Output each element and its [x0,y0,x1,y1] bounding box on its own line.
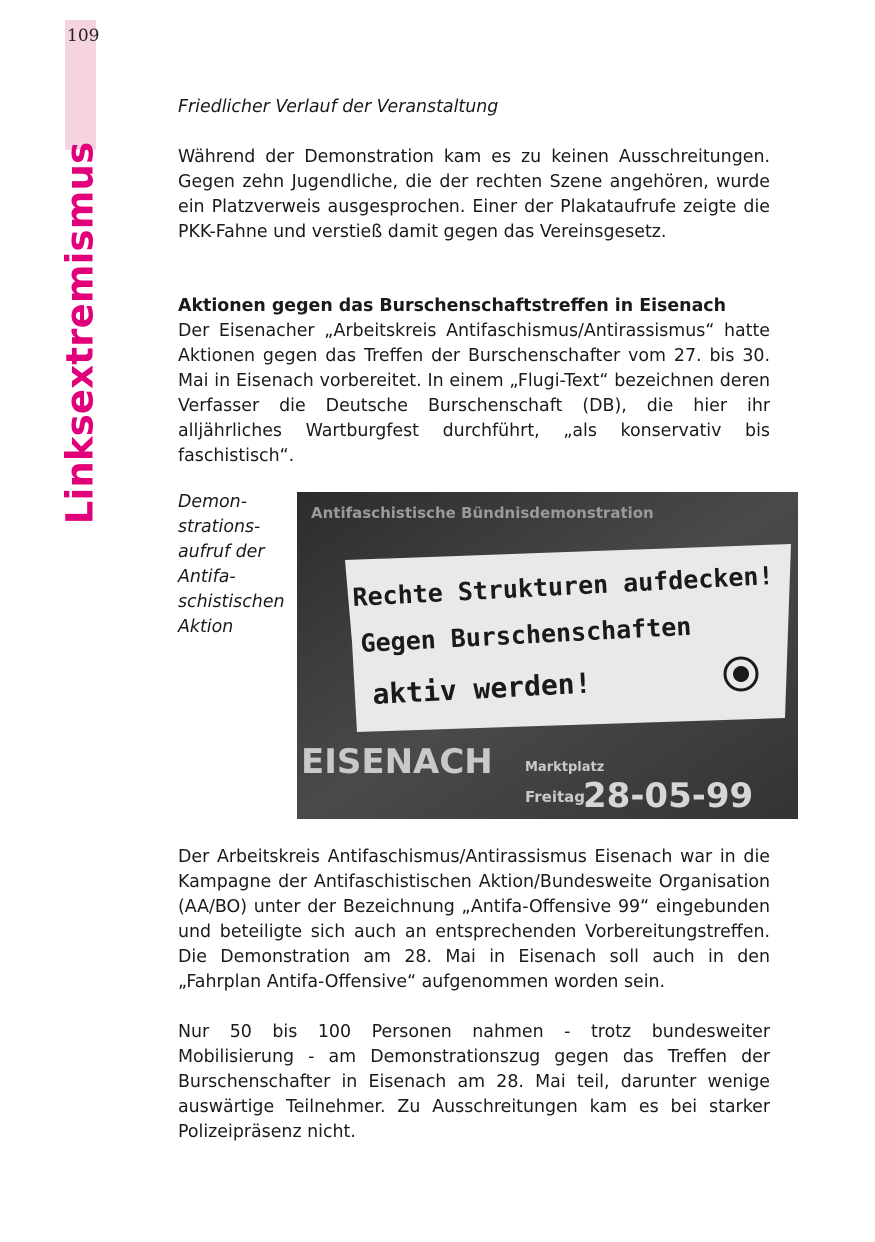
poster-image [297,492,798,819]
caption-line: Antifa- [178,567,236,587]
caption-line: aufruf der [178,542,265,562]
caption-line: strations- [178,517,261,537]
caption-line: Aktion [178,617,234,637]
figure-caption [178,490,288,640]
poster-line-2: Gegen Burschenschaften [359,611,693,658]
poster-place: Marktplatz [525,760,605,775]
subtitle: Friedlicher Verlauf der Veranstaltung [178,97,499,117]
main-content [178,95,770,469]
section-heading: Aktionen gegen das Burschenschaftstreffen in Eisenach [178,296,726,316]
paragraph-3: Der Arbeitskreis Antifaschismus/Antirassismus Eisenach war in die Kampagne der Antifaschistischen Aktion/Bundesweite Organisation (AA/BO) unter der Bezeichnung „Antifa-Offensive 99“ eingebunden und beteiligte sich auch an entsprechenden Vorbereitungstreffen. Die Demonstration am 28. Mai in Eisenach soll auch in den „Fahrplan Antifa-Offensive“ aufgenommen worden sein. [178,847,770,992]
paragraph-4: Nur 50 bis 100 Personen nahmen - trotz bundesweiter Mobilisierung - am Demonstrationszug gegen das Treffen der Burschenschafter in Eisenach am 28. Mai teil, darunter wenige auswärtige Teilnehmer. Zu Ausschreitungen kam es bei starker Polizeipräsenz nicht. [178,1022,770,1142]
poster-top-banner: Antifaschistische Bündnisdemonstration [311,504,654,522]
paragraph-1: Während der Demonstration kam es zu keinen Ausschreitungen. Gegen zehn Jugendliche, die der rechten Szene angehören, wurde ein Platzverweis ausgesprochen. Einer der Plakataufrufe zeigte die PKK-Fahne und verstieß damit gegen das Vereinsgesetz. [178,147,770,242]
section-label: Linksextremismus [58,141,102,525]
paragraph-2: Der Eisenacher „Arbeitskreis Antifaschismus/Antirassismus“ hatte Aktionen gegen das Treffen der Burschenschafter vom 27. bis 30. Mai in Eisenach vorbereitet. In einem „Flugi-Text“ bezeichnen deren Verfasser die Deutsche Burschenschaft (DB), die hier ihr alljährliches Wartburgfest durchführt, „als konservativ bis faschistisch“. [178,321,770,466]
poster-date: 28-05-99 [583,776,754,816]
lower-content [178,845,770,1170]
caption-line: Demon- [178,492,247,512]
poster-day: Freitag [525,788,586,806]
page-number: 109 [67,26,100,46]
poster-line-3: aktiv werden! [371,666,593,711]
caption-line: schistischen [178,592,285,612]
figure [178,490,798,820]
poster-photo [297,492,798,819]
antifa-logo-icon-inner [733,666,749,682]
poster-city: EISENACH [301,742,493,782]
poster-line-1: Rechte Strukturen aufdecken! [351,560,775,612]
